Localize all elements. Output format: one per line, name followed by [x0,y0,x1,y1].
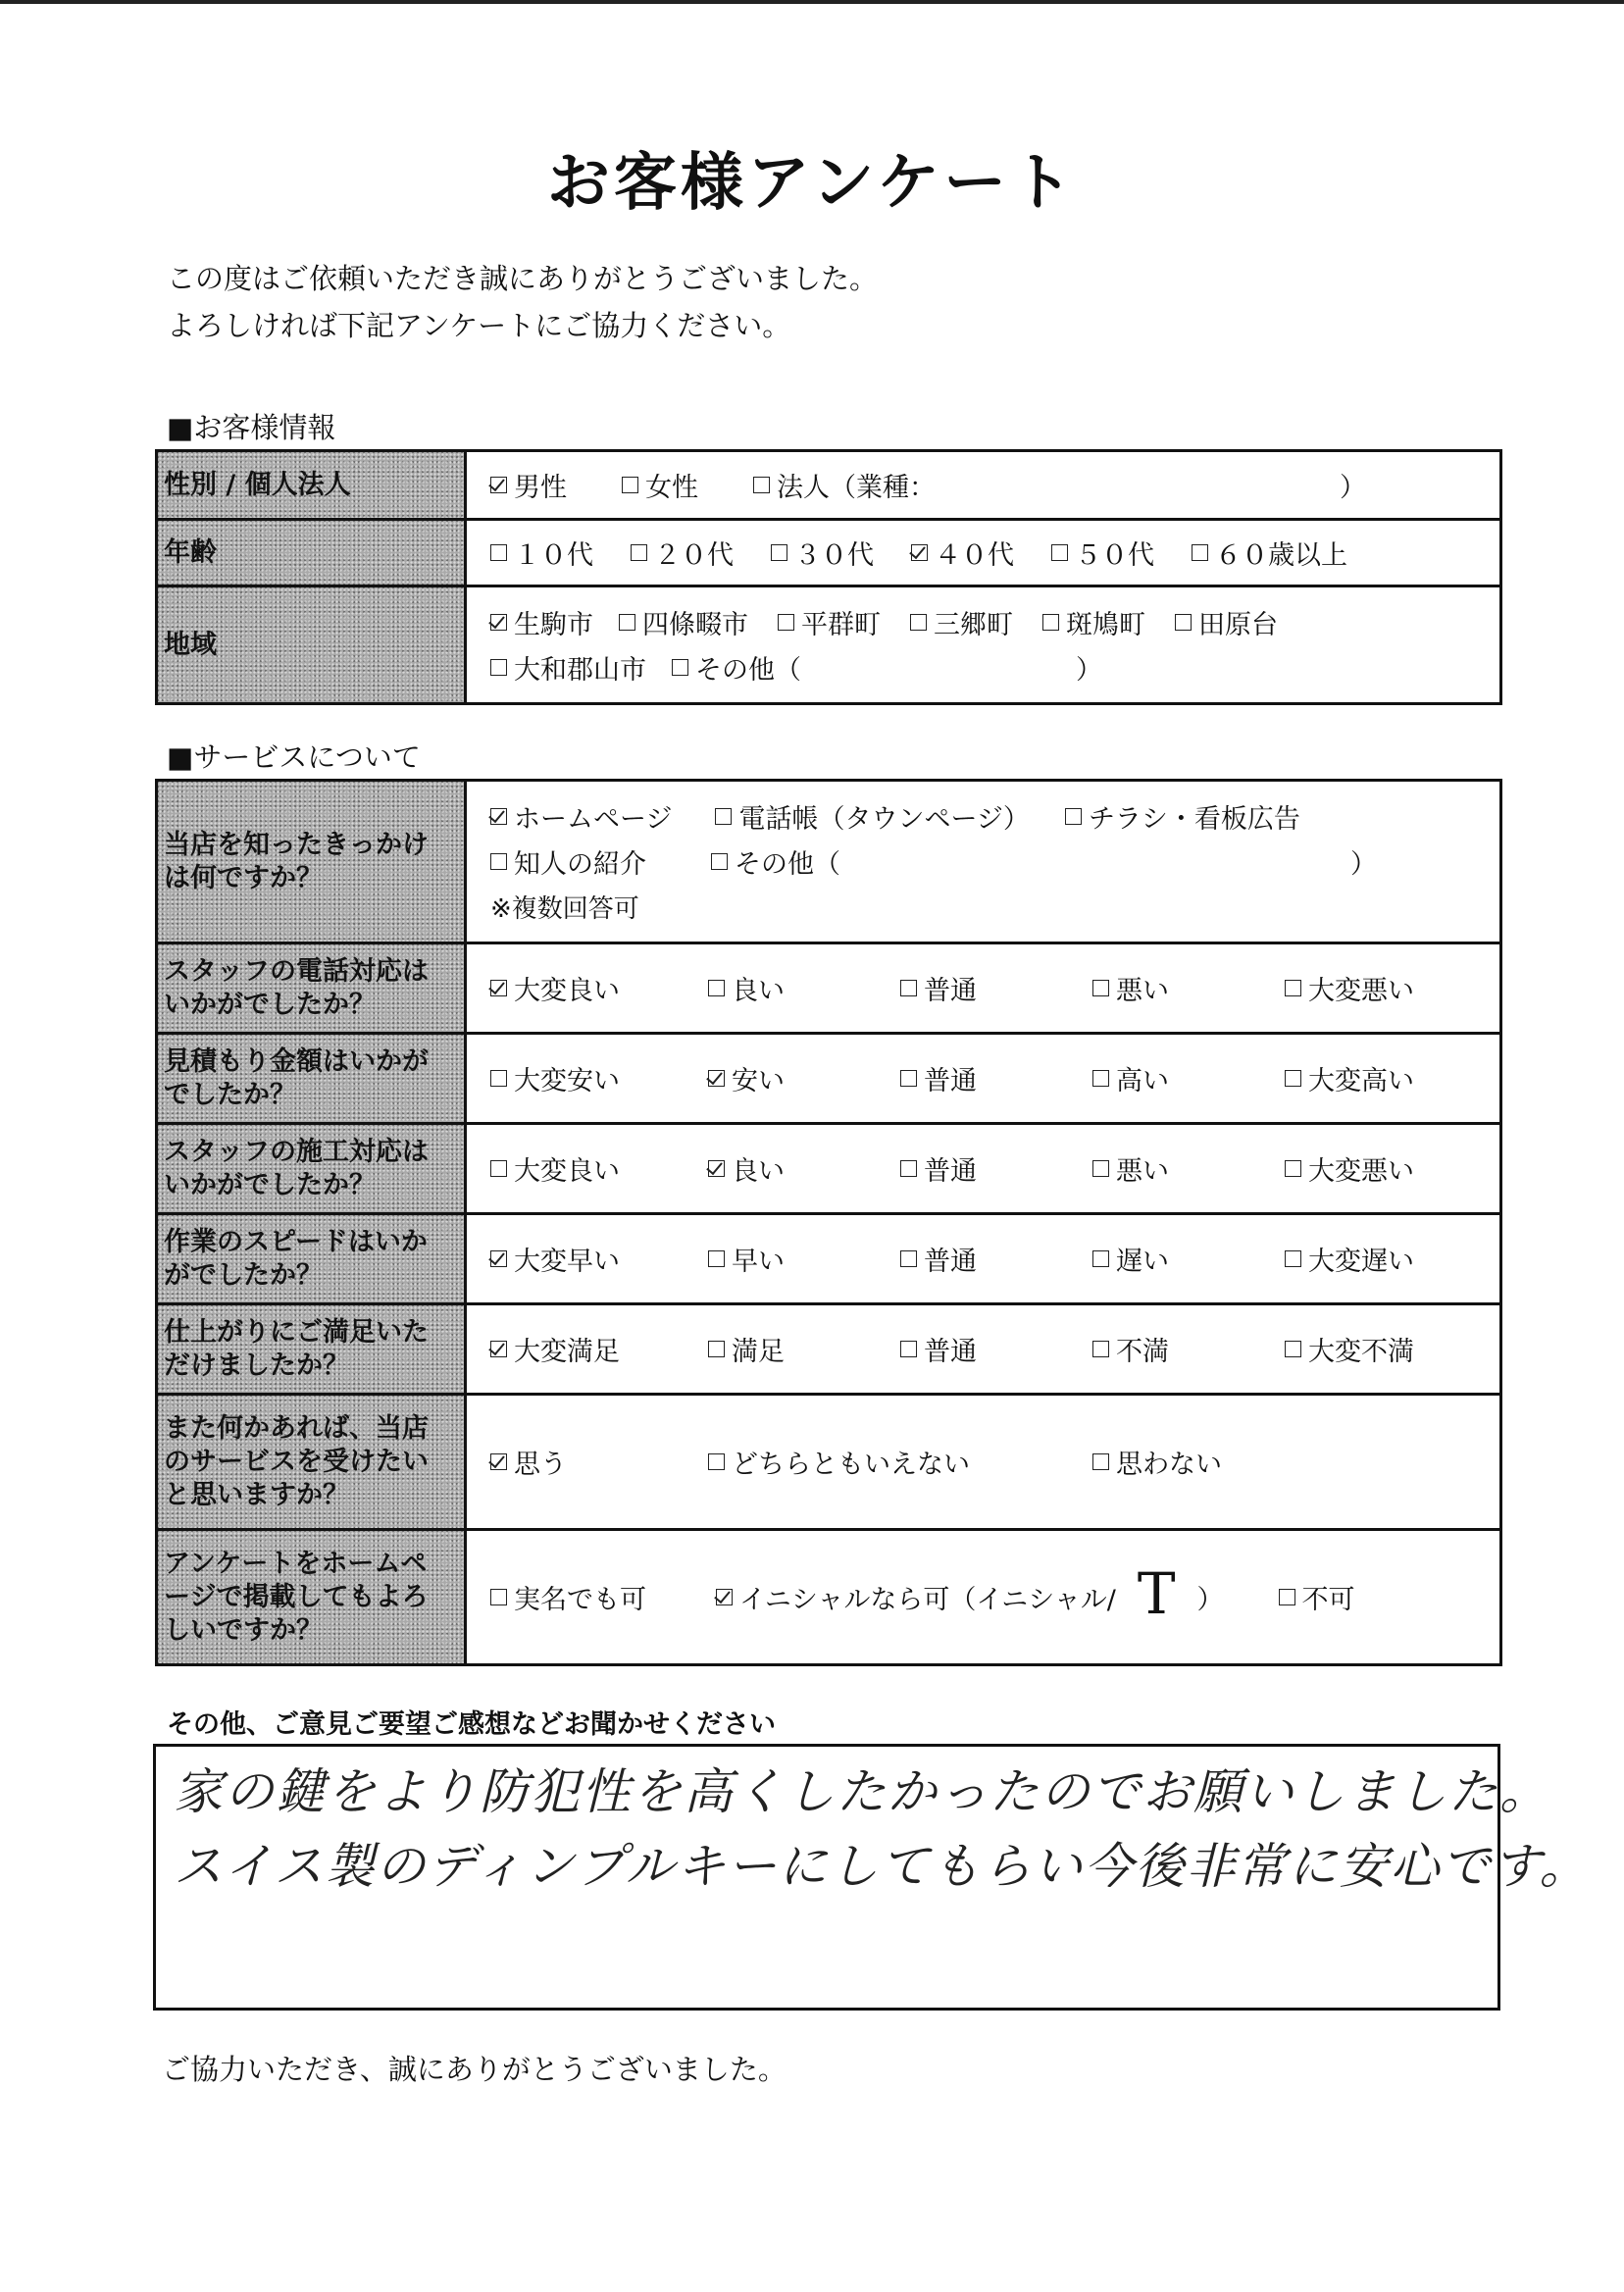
label-age: 年齢 [157,520,466,586]
handwritten-remark-line-1: 家の鍵をより防犯性を高くしたかったのでお願いしました。 [174,1763,1550,1820]
checkbox[interactable] [711,853,728,870]
options-age [466,520,1501,586]
remarks-title: その他、ご意見ご要望ご感想などお聞かせください [167,1709,776,1740]
label-speed: 作業のスピードはいか がでしたか？ [157,1214,466,1304]
close-paren: ） [1350,849,1377,880]
option-ikoma[interactable]: 生駒市 [490,603,593,641]
checkbox[interactable] [753,477,770,493]
checkbox-checked[interactable] [490,1250,507,1267]
checkbox[interactable] [708,1250,725,1267]
option-age-30s[interactable]: ３０代 [771,534,874,572]
option-tawaradai[interactable]: 田原台 [1175,603,1278,641]
options-speed [466,1214,1501,1304]
option-region-other[interactable]: その他（ [672,648,801,687]
remarks-box[interactable] [153,1744,1591,2011]
checkbox[interactable] [672,659,688,676]
option-age-60plus[interactable]: ６０歳以上 [1192,534,1347,572]
option-phone-very-bad[interactable]: 大変悪い [1285,969,1414,1007]
option-phone-normal[interactable]: 普通 [900,969,1092,1007]
option-ikaruga[interactable]: 斑鳩町 [1042,603,1145,641]
checkbox-checked[interactable] [490,980,507,996]
checkbox[interactable] [708,980,725,996]
option-speed-slow[interactable]: 遅い [1092,1240,1285,1278]
option-age-40s[interactable]: ４０代 [911,534,1014,572]
checkbox[interactable] [1285,980,1301,996]
option-discovery-other[interactable]: その他（ [711,842,840,881]
option-age-50s[interactable]: ５０代 [1051,534,1154,572]
option-publish-initial[interactable]: イニシャルなら可（イニシャル/ [716,1578,1116,1616]
option-construction-very-bad[interactable]: 大変悪い [1285,1149,1414,1188]
checkbox[interactable] [619,614,635,631]
checkbox[interactable] [1285,1160,1301,1177]
checkbox[interactable] [900,1341,917,1357]
checkbox[interactable] [1092,1070,1109,1087]
option-speed-fast[interactable]: 早い [708,1240,900,1278]
checkbox-checked[interactable] [911,544,928,561]
checkbox[interactable] [1051,544,1068,561]
top-border-line [0,0,1624,4]
option-heguri[interactable]: 平群町 [778,603,881,641]
checkbox-checked[interactable] [708,1160,725,1177]
options-region [466,586,1501,704]
close-paren: ） [1076,655,1102,686]
checkbox[interactable] [1285,1250,1301,1267]
checkbox[interactable] [778,614,794,631]
option-corporate[interactable]: 法人（業種： [753,466,936,504]
option-finish-satisfied[interactable]: 満足 [708,1330,900,1368]
label-estimate: 見積もり金額はいかが でしたか？ [157,1034,466,1124]
checkbox[interactable] [490,1070,507,1087]
label-region: 地域 [157,586,466,704]
option-shijonawate[interactable]: 四條畷市 [619,603,748,641]
options-gender [466,451,1501,520]
label-publish: アンケートをホームペ ージで掲載してもよろ しいですか？ [157,1530,466,1665]
checkbox[interactable] [1092,980,1109,996]
service-table [155,779,1502,1666]
checkbox[interactable] [1042,614,1059,631]
option-publish-no[interactable]: 不可 [1279,1578,1355,1616]
customer-info-table [155,449,1502,705]
checkbox[interactable] [1092,1453,1109,1470]
option-again-neither[interactable]: どちらともいえない [708,1443,1092,1481]
checkbox[interactable] [715,808,732,825]
checkbox[interactable] [490,1160,507,1177]
checkbox-checked[interactable] [490,1341,507,1357]
close-paren: ） [1196,1585,1224,1615]
option-speed-normal[interactable]: 普通 [900,1240,1092,1278]
option-age-20s[interactable]: ２０代 [631,534,734,572]
option-finish-dissatisfied[interactable]: 不満 [1092,1330,1285,1368]
option-construction-bad[interactable]: 悪い [1092,1149,1285,1188]
checkbox[interactable] [631,544,647,561]
option-estimate-high[interactable]: 高い [1092,1059,1285,1097]
option-speed-very-slow[interactable]: 大変遅い [1285,1240,1414,1278]
option-again-yes[interactable]: 思う [490,1443,708,1481]
footer-thanks: ご協力いただき、誠にありがとうございました。 [162,2053,787,2086]
checkbox[interactable] [1192,544,1208,561]
checkbox-checked[interactable] [490,614,507,631]
checkbox[interactable] [1092,1160,1109,1177]
option-construction-good[interactable]: 良い [708,1149,900,1188]
page-title: お客様アンケート [546,147,1078,220]
checkbox[interactable] [708,1453,725,1470]
checkbox[interactable] [771,544,787,561]
option-estimate-very-cheap[interactable]: 大変安い [490,1059,708,1097]
option-phonebook[interactable]: 電話帳（タウンページ） [715,797,1029,836]
checkbox[interactable] [910,614,927,631]
checkbox-checked[interactable] [716,1589,733,1605]
checkbox[interactable] [708,1341,725,1357]
intro-line-1: この度はご依頼いただき誠にありがとうございました。 [167,262,879,295]
option-construction-very-good[interactable]: 大変良い [490,1149,708,1188]
label-again: また何かあれば、当店 のサービスを受けたい と思いますか？ [157,1395,466,1530]
checkbox[interactable] [1092,1250,1109,1267]
checkbox[interactable] [900,1160,917,1177]
options-estimate [466,1034,1501,1124]
option-referral[interactable]: 知人の紹介 [490,842,646,881]
option-finish-very-satisfied[interactable]: 大変満足 [490,1330,708,1368]
checkbox[interactable] [490,853,507,870]
option-phone-bad[interactable]: 悪い [1092,969,1285,1007]
section-heading-service: ■サービスについて [167,740,421,774]
option-flyer[interactable]: チラシ・看板広告 [1065,797,1300,836]
option-finish-very-dissatisfied[interactable]: 大変不満 [1285,1330,1414,1368]
options-phone [466,943,1501,1034]
checkbox[interactable] [1285,1341,1301,1357]
option-estimate-very-high[interactable]: 大変高い [1285,1059,1414,1097]
option-speed-very-fast[interactable]: 大変早い [490,1240,708,1278]
checkbox[interactable] [490,544,507,561]
checkbox[interactable] [1092,1341,1109,1357]
option-estimate-cheap[interactable]: 安い [708,1059,900,1097]
checkbox-checked[interactable] [490,808,507,825]
label-construction: スタッフの施工対応は いかがでしたか？ [157,1124,466,1214]
options-again [466,1395,1501,1530]
checkbox[interactable] [900,1070,917,1087]
checkbox[interactable] [1175,614,1192,631]
option-yamatokoriyama[interactable]: 大和郡山市 [490,648,646,687]
option-again-no[interactable]: 思わない [1092,1443,1222,1481]
option-phone-very-good[interactable]: 大変良い [490,969,708,1007]
option-homepage[interactable]: ホームページ [490,797,672,836]
option-construction-normal[interactable]: 普通 [900,1149,1092,1188]
option-sango[interactable]: 三郷町 [910,603,1013,641]
option-phone-good[interactable]: 良い [708,969,900,1007]
options-finish [466,1304,1501,1395]
checkbox[interactable] [1279,1589,1295,1605]
checkbox[interactable] [1285,1070,1301,1087]
option-age-10s[interactable]: １０代 [490,534,593,572]
checkbox-checked[interactable] [490,1453,507,1470]
option-estimate-normal[interactable]: 普通 [900,1059,1092,1097]
checkbox-checked[interactable] [490,477,507,493]
checkbox[interactable] [900,1250,917,1267]
checkbox[interactable] [1065,808,1082,825]
label-finish: 仕上がりにご満足いた だけましたか？ [157,1304,466,1395]
options-publish [466,1530,1501,1665]
intro-line-2: よろしければ下記アンケートにご協力ください。 [167,309,791,342]
label-discovery: 当店を知ったきっかけ は何ですか？ [157,781,466,943]
option-publish-real-name[interactable]: 実名でも可 [490,1578,716,1616]
handwritten-remark-line-2: スイス製のディンプルキーにしてもらい今後非常に安心です。 [174,1838,1591,1895]
option-finish-normal[interactable]: 普通 [900,1330,1092,1368]
multi-answer-note: ※複数回答可 [490,894,639,924]
checkbox[interactable] [900,980,917,996]
options-construction [466,1124,1501,1214]
close-paren: ） [1340,473,1366,503]
label-gender: 性別 / 個人法人 [157,451,466,520]
checkbox[interactable] [622,477,638,493]
checkbox-checked[interactable] [708,1070,725,1087]
handwritten-initial: T [1137,1559,1176,1627]
option-male[interactable]: 男性 [490,466,567,504]
options-discovery [466,781,1501,943]
section-heading-customer: ■お客様情報 [167,411,336,444]
checkbox[interactable] [490,1589,507,1605]
option-female[interactable]: 女性 [622,466,698,504]
checkbox[interactable] [490,659,507,676]
label-phone: スタッフの電話対応は いかがでしたか？ [157,943,466,1034]
